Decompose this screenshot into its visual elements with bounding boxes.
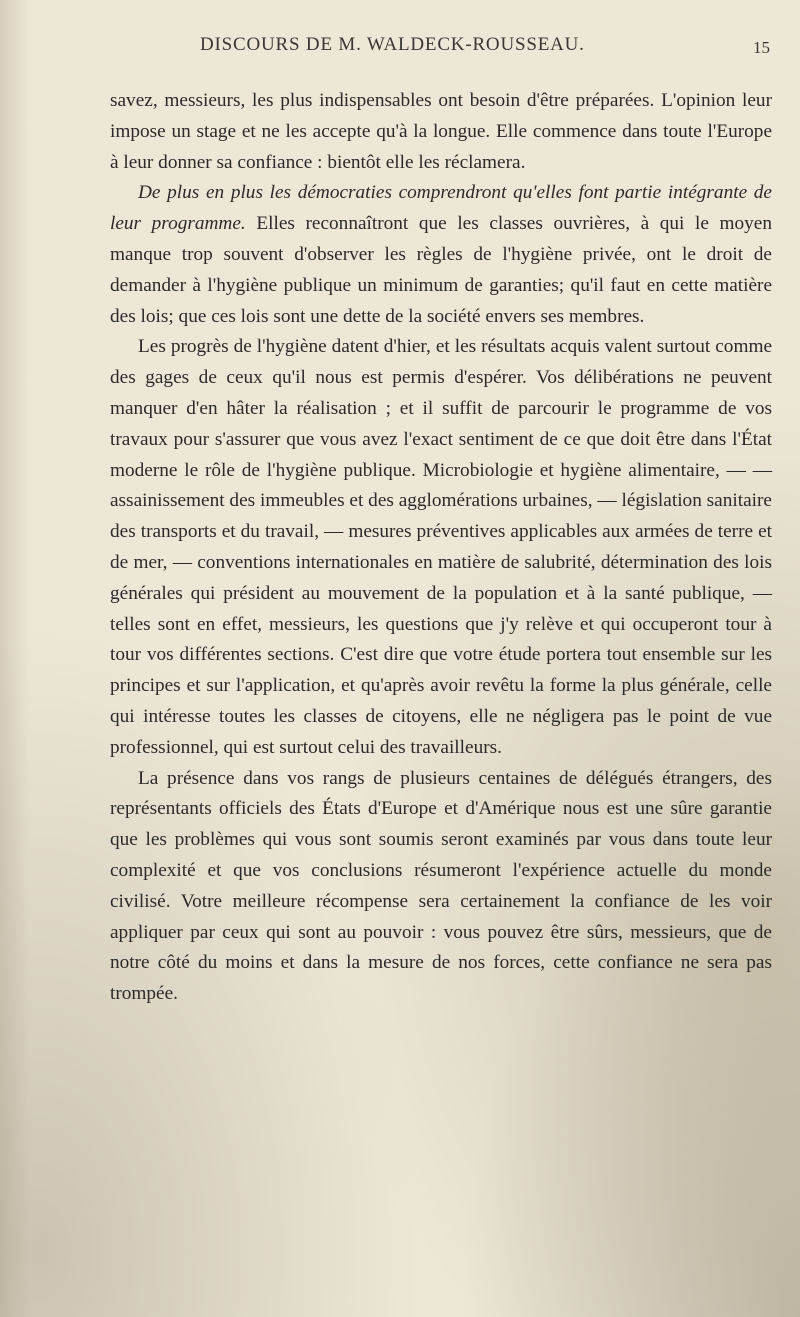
paragraph-2-italic: De plus en plus les démocraties comprendront qu'elles font partie intégrante de leur programme.	[110, 182, 772, 235]
page-header	[110, 28, 770, 58]
body-text	[110, 86, 772, 1010]
paragraph-2	[110, 178, 772, 332]
paragraph-2-rest: Elles reconnaîtront que les classes ouvrières, à qui le moyen manque trop souvent d'observer les règles de l'hygiène privée, ont le droit de demander à l'hygiène publique un minimum de garanties; qu'il faut en cette matière des lois; que ces lois sont une dette de la société envers ses membres.	[110, 213, 772, 327]
paragraph-4: La présence dans vos rangs de plusieurs centaines de délégués étrangers, des représentants officiels des États d'Europe et d'Amérique nous est une sûre garantie que les problèmes qui vous sont soumis seront examinés par vous dans toute leur complexité et que vos conclusions résumeront l'expérience actuelle du monde civilisé. Votre meilleure récompense sera certainement la confiance de les voir appliquer par ceux qui sont au pouvoir : vous pouvez être sûrs, messieurs, que de notre côté du moins et dans la mesure de nos forces, cette confiance ne sera pas trompée.	[110, 767, 772, 1005]
running-title: DISCOURS DE M. WALDECK-ROUSSEAU.	[200, 34, 585, 55]
page-number: 15	[753, 38, 770, 57]
paragraph-3: Les progrès de l'hygiène datent d'hier, et les résultats acquis valent surtout comme des gages de ceux qu'il nous est permis d'espérer. Vos délibérations ne peuvent manquer d'en hâter la réalisation ; et il suffit de parcourir le programme de vos travaux pour s'assurer que vous avez l'exact sentiment de ce que doit être dans l'État moderne le rôle de l'hygiène publique. Microbiologie et hygiène alimentaire, — — assainissement des immeubles et des agglomérations urbaines, — législation sanitaire des transports et du travail, — mesures préventives applicables aux armées de terre et de mer, — conventions internationales en matière de salubrité, détermination des lois générales qui président au mouvement de la population et à la santé publique, — telles sont en effet, messieurs, les questions que j'y relève et qui occuperont tour à tour vos différentes sections. C'est dire que votre étude portera tout ensemble sur les principes et sur l'application, et qu'après avoir revêtu la forme la plus générale, celle qui intéresse toutes les classes de citoyens, elle ne négligera pas le point de vue professionnel, qui est surtout celui des travailleurs.	[110, 336, 772, 758]
paragraph-1: savez, messieurs, les plus indispensables ont besoin d'être préparées. L'opinion leur impose un stage et ne les accepte qu'à la longue. Elle commence dans toute l'Europe à leur donner sa confiance : bientôt elle les réclamera.	[110, 90, 772, 173]
